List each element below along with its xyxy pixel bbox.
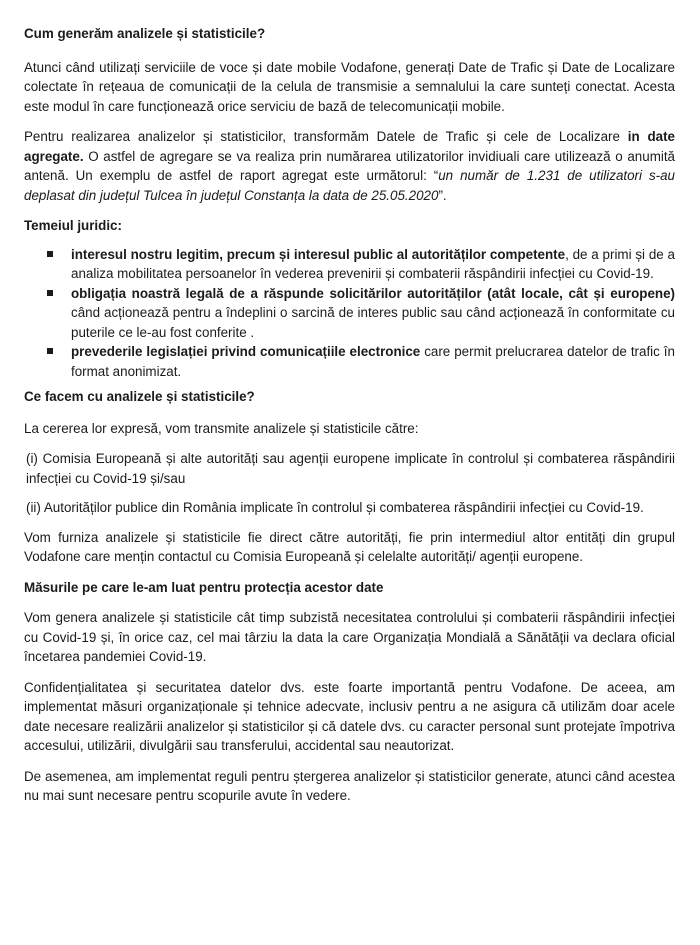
paragraph-aggregation: [24, 127, 675, 205]
recipient-item-1: (i) Comisia Europeană și alte autorități sau agenții europene implicate în controlul și combaterea răspândirii infecției cu Covid-19 și/sau: [26, 451, 675, 486]
bullet-2-text: când acționează pentru a îndeplini o sarcină de interes public sau când acționează în conformitate cu puterile ce le-au fost conferite .: [71, 305, 675, 340]
list-item: [24, 342, 675, 381]
list-item: [24, 284, 675, 343]
aggregation-text-e: ”.: [438, 187, 447, 203]
square-bullet-icon: [47, 348, 53, 354]
bullet-1-bold: interesul nostru legitim, precum și interesul public al autorităților competente: [71, 246, 566, 262]
heading-how-we-generate: Cum generăm analizele și statisticile?: [24, 26, 266, 41]
aggregation-example: un număr de 1.231 de utilizatori s-au deplasat din județul Tulcea în județul Constanța la data de 25.05.2020: [24, 168, 675, 203]
bullet-3-bold: prevederile legislației privind comunicațiile electronice: [71, 344, 421, 359]
recipient-item-2: (ii) Autorităților publice din România implicate în controlul și combaterea răspândirii infecției cu Covid-19.: [26, 500, 644, 515]
paragraph-duration: Vom genera analizele și statisticile cât timp subzistă necesitatea controlului și combaterii răspândirii infecției cu Covid-19 și, în orice caz, cel mai târziu la data la care Organizația Mondială a Sănătății va declara oficial încetarea pandemiei Covid-19.: [24, 610, 675, 664]
legal-basis-list: [24, 245, 675, 382]
bullet-3-text: care permit prelucrarea datelor de trafic în format anonimizat.: [71, 344, 675, 379]
list-item: [24, 245, 675, 284]
bullet-1-text: , de a primi și de a analiza mobilitatea persoanelor în vederea prevenirii și combaterii răspândirii infecției cu Covid-19.: [71, 246, 675, 281]
aggregation-text-a: Pentru realizarea analizelor și statisticilor, transformăm Datele de Trafic și cele de Localizare: [24, 129, 628, 144]
heading-protection-measures: Măsurile pe care le-am luat pentru protecția acestor date: [24, 579, 384, 595]
paragraph-provision: Vom furniza analizele și statisticile fie direct către autorități, fie prin intermediul altor entități din grupul Vodafone care mențin contactul cu Comisia Europeană și celelalte autorități/ agenții europene.: [24, 529, 675, 564]
paragraph-deletion: De asemenea, am implementat reguli pentru ștergerea analizelor și statisticilor generate, atunci când acestea nu mai sunt necesare pentru scopurile avute în vedere.: [24, 768, 675, 803]
paragraph-express-request: La cererea lor expresă, vom transmite analizele și statisticile către:: [24, 420, 419, 436]
aggregation-text-c: O astfel de agregare se va realiza prin numărarea utilizatorilor invidiuali care utilizează o anumită antenă. Un exemplu de astfel de raport agregat este următorul: “: [24, 148, 675, 183]
heading-what-we-do: Ce facem cu analizele și statisticile?: [24, 389, 255, 404]
heading-legal-basis: Temeiul juridic:: [24, 218, 122, 233]
paragraph-traffic-data: Atunci când utilizați serviciile de voce și date mobile Vodafone, generați Date de Trafic și Date de Localizare colectate în rețeaua de comunicații de la celula de transmisie a semnalului la care sunteți conectat. Acesta este modul în care funcționează orice serviciu de bază de telecomunicații mobile.: [24, 59, 675, 114]
square-bullet-icon: [47, 251, 53, 257]
aggregation-bold: in date agregate.: [24, 129, 675, 164]
square-bullet-icon: [47, 290, 53, 296]
bullet-2-bold: obligația noastră legală de a răspunde solicitărilor autorităților (atât locale, cât și europene): [71, 285, 675, 301]
paragraph-confidentiality: Confidențialitatea și securitatea datelor dvs. este foarte importantă pentru Vodafone. De aceea, am implementat măsuri organizaționale și tehnice adecvate, inclusiv pentru a ne asigura că utilizăm doar acele date necesare realizării analizelor și statisticilor și că datele dvs. cu caracter personal sunt protejate împotriva accesului, utilizării, divulgării sau transferului, accidental sau neautorizat.: [24, 679, 675, 753]
